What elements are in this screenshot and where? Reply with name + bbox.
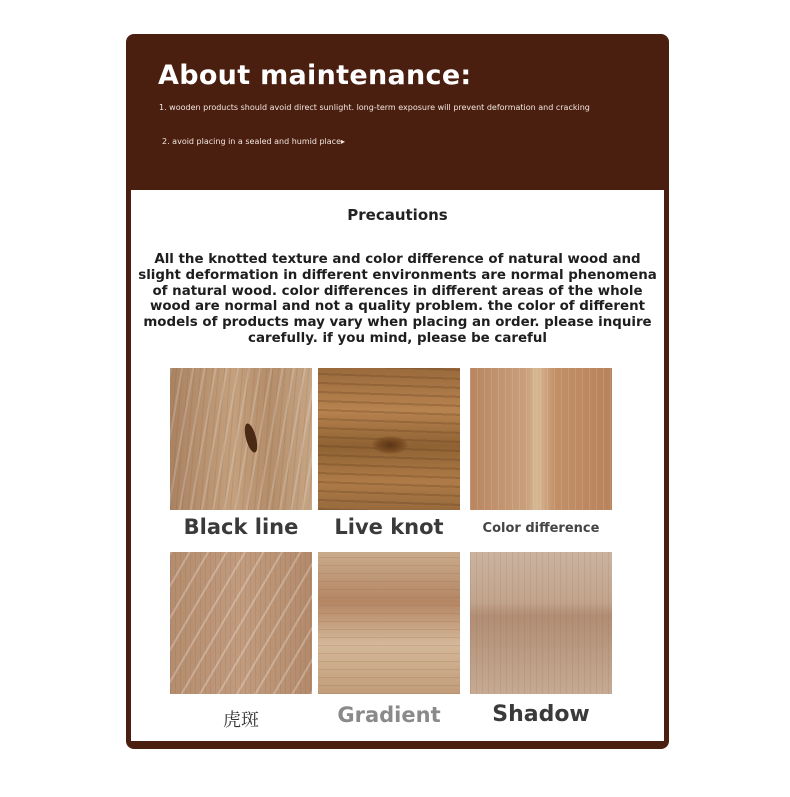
sample-label-tiger-stripe: 虎斑: [223, 710, 259, 731]
precautions-text: All the knotted texture and color difference of natural wood and slight deformation in different environments are normal phenomena of natural wood. color differences in different areas of the whole wood are normal and not a quality problem. the color of different models of products may vary when placing an order. please inquire carefully. if you mind, please be careful: [138, 252, 657, 346]
maintenance-title: About maintenance:: [158, 60, 472, 91]
sample-label-gradient: Gradient: [337, 703, 441, 727]
wood-swatch-tiger-stripe: [170, 552, 312, 694]
maintenance-note-1: 1. wooden products should avoid direct sunlight. long-term exposure will prevent deformation and cracking: [159, 103, 590, 112]
sample-label-color-difference: Color difference: [482, 521, 600, 536]
wood-swatch-black-line: [170, 368, 312, 510]
maintenance-note-2: 2. avoid placing in a sealed and humid place▸: [162, 137, 346, 146]
wood-swatch-gradient: [318, 552, 460, 694]
wood-swatch-live-knot: [318, 368, 460, 510]
sample-label-shadow: Shadow: [492, 702, 590, 727]
maintenance-card: [126, 34, 669, 749]
precautions-title: Precautions: [347, 206, 448, 224]
wood-swatch-color-difference: [470, 368, 612, 510]
sample-label-black-line: Black line: [183, 515, 299, 539]
precautions-panel: [131, 190, 664, 741]
sample-label-live-knot: Live knot: [334, 515, 444, 539]
wood-swatch-shadow: [470, 552, 612, 694]
